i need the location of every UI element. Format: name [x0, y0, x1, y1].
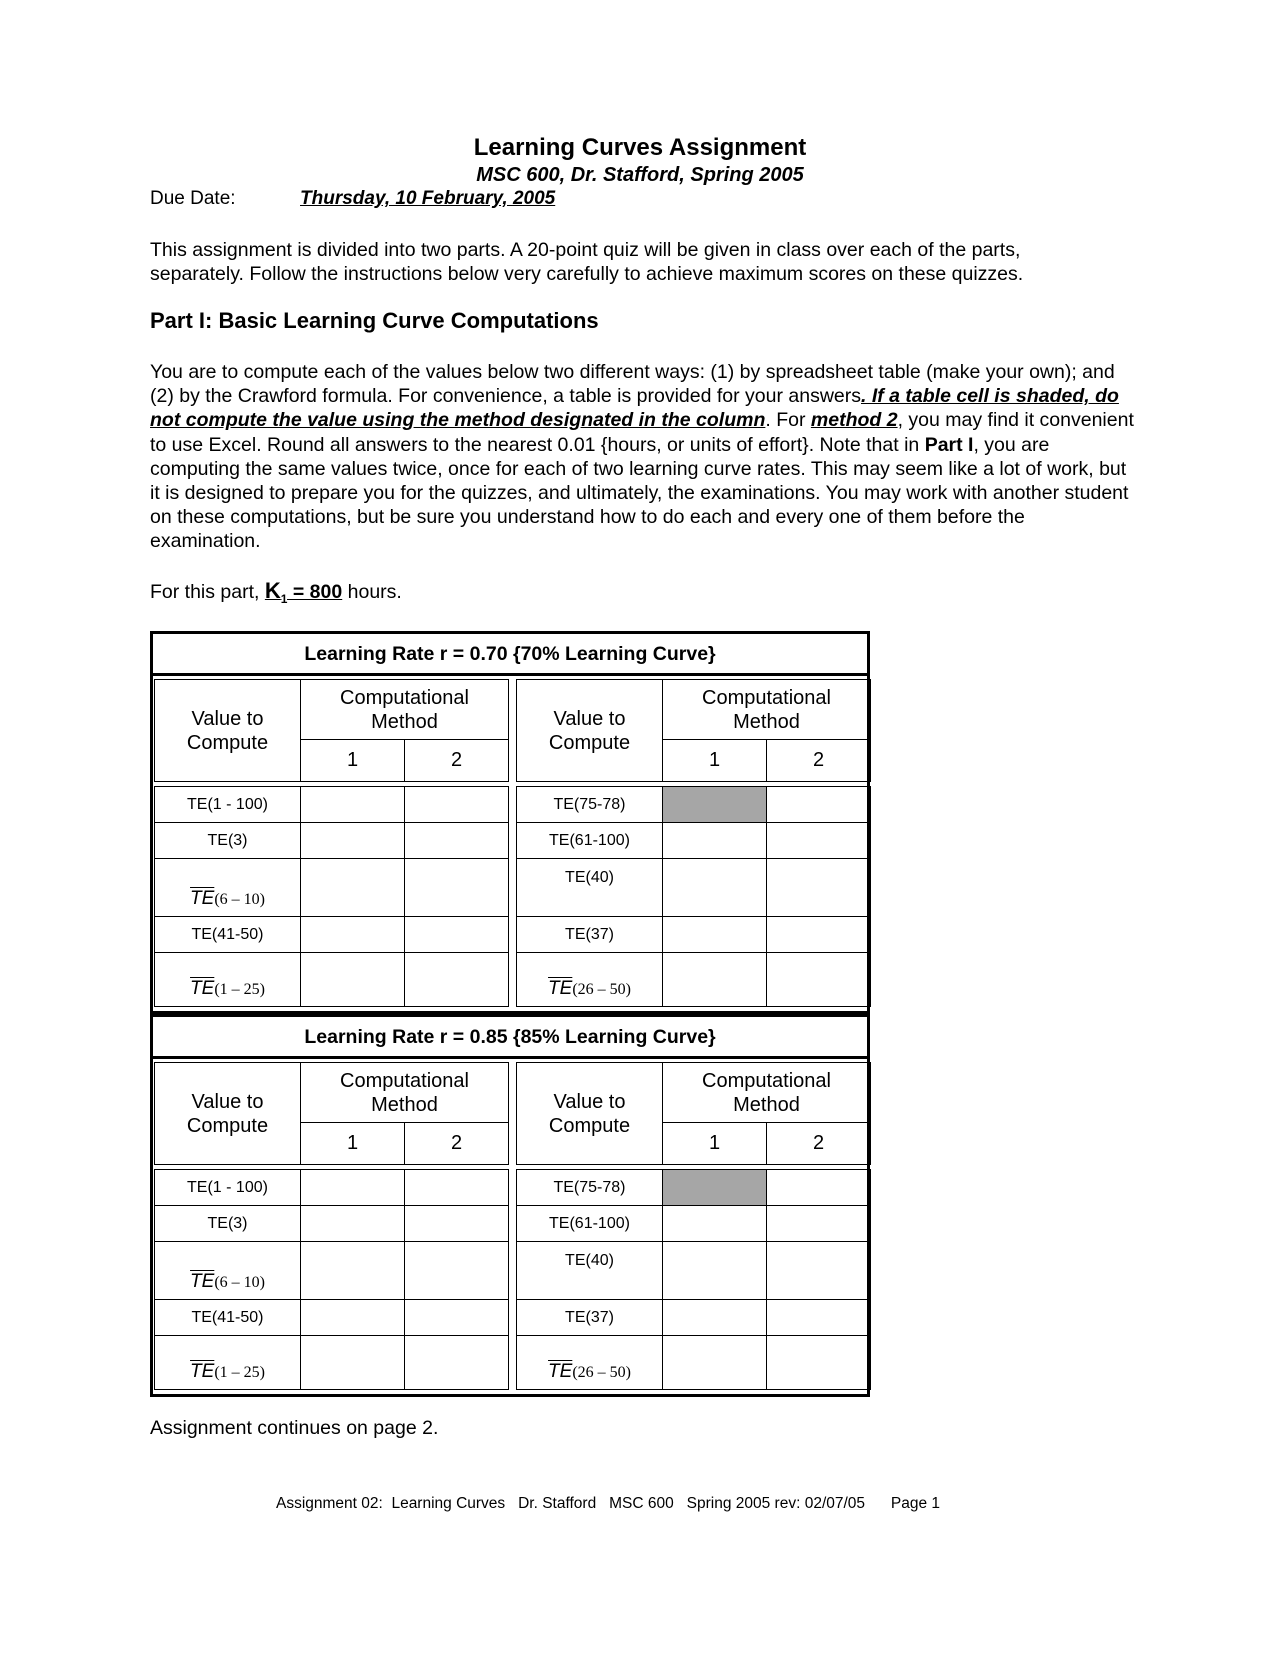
learning-rate-heading: Learning Rate r = 0.85 {85% Learning Curve} — [304, 1026, 716, 1048]
method-2-column-header: 2 — [405, 1123, 509, 1165]
method-1-column-header: 1 — [663, 740, 767, 782]
method-1-answer-cell — [663, 1336, 767, 1390]
value-label: TE(1 - 100) — [155, 1170, 301, 1206]
method-1-answer-cell — [663, 1206, 767, 1242]
value-label — [155, 1242, 301, 1300]
method-1-answer-cell — [663, 953, 767, 1007]
method-2-answer-cell — [405, 859, 509, 917]
method-2-answer-cell — [767, 1336, 871, 1390]
part-1-heading: Part I: Basic Learning Curve Computations — [150, 308, 599, 333]
method-2-answer-cell — [405, 953, 509, 1007]
left-values-table — [154, 1169, 509, 1390]
method-1-answer-cell — [663, 859, 767, 917]
due-date-label: Due Date: — [150, 188, 236, 209]
instructions-warning: . If a table cell is shaded, do not compute the value using the method designated in the column — [150, 385, 1119, 432]
value-to-compute-header: Value to Compute — [517, 680, 663, 782]
te-average-formula: $\overline{TE}(1 - 25)$ — [190, 1361, 265, 1382]
method-1-answer-cell — [301, 1170, 405, 1206]
method-1-column-header: 1 — [301, 740, 405, 782]
learning-rate-heading: Learning Rate r = 0.70 {70% Learning Curve} — [304, 643, 716, 665]
intro-line-2: separately. Follow the instructions below very carefully to achieve maximum scores on these quizzes. — [150, 263, 1024, 286]
value-label: TE(61-100) — [517, 1206, 663, 1242]
value-label — [155, 953, 301, 1007]
method-1-answer-cell — [663, 823, 767, 859]
learning-rate-block — [150, 631, 870, 1014]
value-label — [517, 1336, 663, 1390]
method-2-answer-cell — [405, 823, 509, 859]
method-1-answer-cell — [301, 787, 405, 823]
k1-prefix: For this part, — [150, 581, 265, 603]
value-label: TE(40) — [517, 859, 663, 917]
value-label: TE(1 - 100) — [155, 787, 301, 823]
page-title: Learning Curves Assignment — [473, 134, 807, 161]
method-2-column-header: 2 — [767, 740, 871, 782]
due-date-value: Thursday, 10 February, 2005 — [300, 188, 556, 209]
method-2-answer-cell — [405, 1242, 509, 1300]
method-2-answer-cell — [767, 1170, 871, 1206]
method-2-answer-cell — [767, 1242, 871, 1300]
value-label: TE(61-100) — [517, 823, 663, 859]
method-2-answer-cell — [767, 823, 871, 859]
method-2-answer-cell — [767, 917, 871, 953]
method-1-answer-cell — [301, 1206, 405, 1242]
method-2-answer-cell — [405, 1170, 509, 1206]
method-2-answer-cell — [405, 1336, 509, 1390]
intro-line-1: This assignment is divided into two parts. A 20-point quiz will be given in class over each of the parts, — [150, 239, 1021, 261]
method-1-answer-cell — [301, 859, 405, 917]
intro-paragraph — [150, 238, 1140, 286]
page-subtitle: MSC 600, Dr. Stafford, Spring 2005 — [476, 164, 804, 186]
left-header-table — [154, 1062, 509, 1165]
method-2-answer-cell — [405, 1206, 509, 1242]
method-2-column-header: 2 — [405, 740, 509, 782]
method-1-answer-cell — [663, 1170, 767, 1206]
computational-method-header: Computational Method — [301, 1063, 509, 1123]
method-2-answer-cell — [405, 787, 509, 823]
method-1-answer-cell — [301, 1300, 405, 1336]
method-1-column-header: 1 — [663, 1123, 767, 1165]
learning-rate-block — [150, 1014, 870, 1397]
method-2-answer-cell — [767, 787, 871, 823]
value-label: TE(37) — [517, 1300, 663, 1336]
value-label: TE(3) — [155, 823, 301, 859]
method-1-answer-cell — [301, 1336, 405, 1390]
left-header-table — [154, 679, 509, 782]
method-1-answer-cell — [663, 1300, 767, 1336]
te-average-formula: $\overline{TE}(6 - 10)$ — [190, 888, 265, 909]
te-average-formula: $\overline{TE}(6 - 10)$ — [190, 1271, 265, 1292]
k1-line — [150, 578, 402, 606]
method-1-answer-cell — [301, 917, 405, 953]
value-label — [155, 859, 301, 917]
te-average-formula: $\overline{TE}(26 - 50)$ — [548, 978, 631, 999]
value-to-compute-header: Value to Compute — [155, 680, 301, 782]
method-2-answer-cell — [767, 1206, 871, 1242]
method-1-answer-cell — [301, 823, 405, 859]
value-label: TE(40) — [517, 1242, 663, 1300]
method-2-answer-cell — [405, 1300, 509, 1336]
instructions-text-1: You are to compute each of the values below two different ways: (1) by spreadsheet table (make your own); and (2) by the Crawford formula. For convenience, a table is provided for your answers — [150, 361, 1115, 408]
method-2-answer-cell — [767, 1300, 871, 1336]
value-label: TE(37) — [517, 917, 663, 953]
page-footer: Assignment 02: Learning Curves Dr. Stafford MSC 600 Spring 2005 rev: 02/07/05 Page 1 — [276, 1495, 941, 1512]
method-1-answer-cell — [663, 917, 767, 953]
instructions-text-3: , you may find it convenient to use Excel. Round all answers to the nearest 0.01 {hours, or units of effort}. Note that in — [150, 409, 1134, 456]
heading-divider — [150, 1056, 870, 1059]
k1-suffix: hours. — [342, 581, 402, 603]
value-to-compute-header: Value to Compute — [517, 1063, 663, 1165]
heading-divider — [150, 673, 870, 676]
te-average-formula: $\overline{TE}(26 - 50)$ — [548, 1361, 631, 1382]
instructions-method-2: method 2 — [810, 409, 898, 432]
k1-letter: K — [264, 578, 281, 603]
method-2-answer-cell — [405, 917, 509, 953]
method-1-answer-cell — [663, 1242, 767, 1300]
computational-method-header: Computational Method — [663, 1063, 871, 1123]
computational-method-header: Computational Method — [301, 680, 509, 740]
value-label: TE(41-50) — [155, 1300, 301, 1336]
instructions-text-2: . For — [765, 409, 811, 432]
method-2-answer-cell — [767, 859, 871, 917]
part-1-instructions — [150, 360, 1140, 554]
method-2-answer-cell — [767, 953, 871, 1007]
method-1-column-header: 1 — [301, 1123, 405, 1165]
method-1-answer-cell — [663, 787, 767, 823]
right-header-table — [516, 679, 871, 782]
value-label: TE(75-78) — [517, 787, 663, 823]
value-label: TE(41-50) — [155, 917, 301, 953]
method-1-answer-cell — [301, 953, 405, 1007]
right-header-table — [516, 1062, 871, 1165]
right-values-table — [516, 1169, 871, 1390]
k1-value: = 800 — [287, 581, 343, 603]
value-label — [155, 1336, 301, 1390]
right-values-table — [516, 786, 871, 1007]
value-label: TE(3) — [155, 1206, 301, 1242]
instructions-text-4: , you are computing the same values twice, once for each of two learning curve rates. This may seem like a lot of work, but it is designed to prepare you for the quizzes, and ultimately, the examinations. You may work with another student on these computations, but be sure you understand how to do each and every one of them before the examination. — [150, 433, 1129, 553]
value-label: TE(75-78) — [517, 1170, 663, 1206]
computational-method-header: Computational Method — [663, 680, 871, 740]
method-1-answer-cell — [301, 1242, 405, 1300]
value-label — [517, 953, 663, 1007]
left-values-table — [154, 786, 509, 1007]
value-to-compute-header: Value to Compute — [155, 1063, 301, 1165]
te-average-formula: $\overline{TE}(1 - 25)$ — [190, 978, 265, 999]
k1-subscript: 1 — [280, 591, 288, 606]
continuation-note: Assignment continues on page 2. — [150, 1417, 439, 1439]
method-2-column-header: 2 — [767, 1123, 871, 1165]
instructions-part-1: Part I — [924, 433, 974, 456]
